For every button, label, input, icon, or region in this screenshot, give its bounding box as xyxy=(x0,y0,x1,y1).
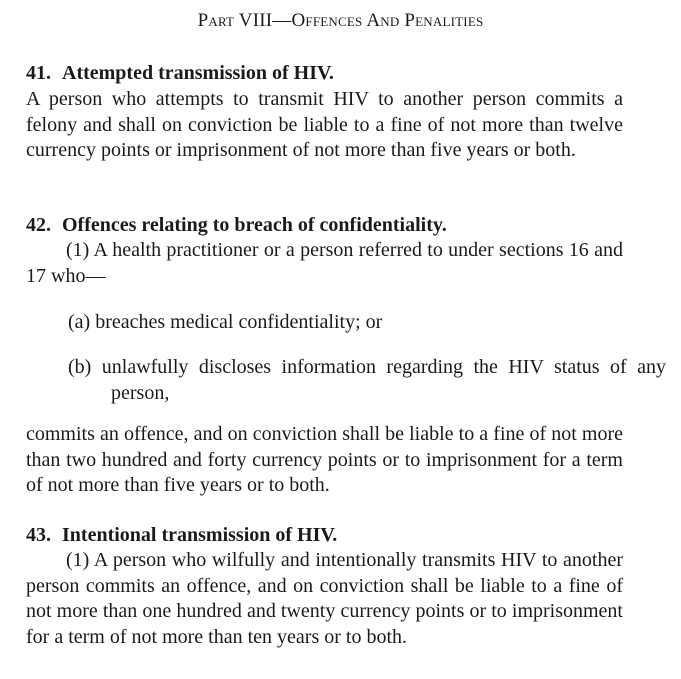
section-43-heading xyxy=(26,524,337,547)
section-42-item-b: (b) unlawfully discloses information regarding the HIV status of any person, xyxy=(68,356,666,404)
section-title: Intentional transmission of HIV. xyxy=(62,524,338,546)
section-42-conclusion: commits an offence, and on conviction shall be liable to a fine of not more than two hundred and forty currency points or to imprisonment for a term of not more than five years or to both. xyxy=(26,423,623,496)
section-43-body: (1) A person who wilfully and intentionally transmits HIV to another person commits an offence, and on conviction shall be liable to a fine of not more than one hundred and twenty currency points or to imprisonment for a term of not more than ten years or to both. xyxy=(26,549,623,648)
section-title: Attempted transmission of HIV. xyxy=(62,62,334,84)
part-heading xyxy=(0,10,681,32)
part-label: Part VIII xyxy=(197,10,273,31)
section-42-item-a: (a) breaches medical confidentiality; or xyxy=(68,311,383,333)
part-heading-dash: — xyxy=(272,10,292,31)
section-42-intro: (1) A health practitioner or a person referred to under sections 16 and 17 who— xyxy=(26,239,623,287)
section-42-heading xyxy=(26,214,447,237)
section-title: Offences relating to breach of confidentiality. xyxy=(62,214,447,236)
section-41-body: A person who attempts to transmit HIV to another person commits a felony and shall on conviction be liable to a fine of not more than twelve currency points or imprisonment of not more than five years or both. xyxy=(26,88,623,161)
section-41-heading xyxy=(26,62,334,85)
section-number: 41. xyxy=(26,62,51,84)
part-title: Offences And Penalities xyxy=(291,10,484,31)
section-number: 42. xyxy=(26,214,51,236)
section-number: 43. xyxy=(26,524,51,546)
